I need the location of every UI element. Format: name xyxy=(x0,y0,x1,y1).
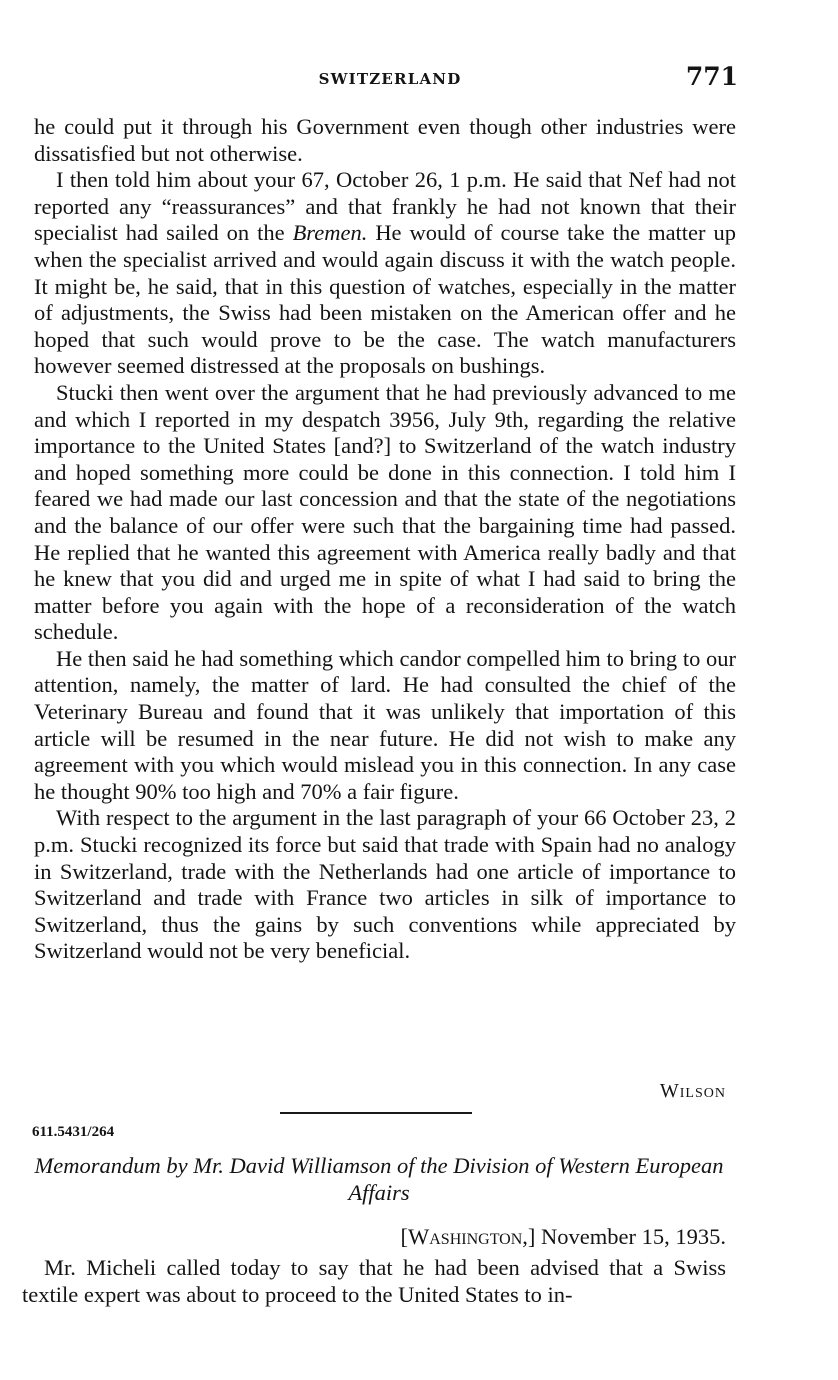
dateline-place: [Washington,] xyxy=(400,1224,536,1249)
memorandum-body xyxy=(22,1254,726,1308)
running-head: SWITZERLAND xyxy=(318,70,462,88)
paragraph-reassurances-text: I then told him about your 67, October 26, 1 p.m. He said that Nef had not reported any “reassurances” and that frankly he had not known that their specialist had sailed on the xyxy=(34,167,736,246)
ship-name: Bremen. xyxy=(292,220,368,246)
paragraph-reassurances-rest: He would of course take the matter up when the specialist arrived and would again discuss it with the watch people. It might be, he said, that in this question of watches, especially in the matter of adjustments, the Swiss had been mistaken on the American offer and he hoped that such would prove to be the case. The watch manufacturers however seemed distressed at the proposals on bushings. xyxy=(34,220,737,379)
memorandum-dateline xyxy=(401,1224,726,1250)
memorandum-paragraph: Mr. Micheli called today to say that he had been advised that a Swiss textile expert was about to proceed to the United States to in- xyxy=(22,1255,726,1307)
memorandum-title: Memorandum by Mr. David Williamson of the Division of Western European Affairs xyxy=(34,1153,724,1205)
paragraph-lard: He then said he had something which candor compelled him to bring to our attention, namely, the matter of lard. He had consulted the chief of the Veterinary Bureau and found that it was unlikely that importation of this article will be resumed in the near future. He did not wish to make any agreement with you which would mislead you in this connection. In any case he thought 90% too high and 70% a fair figure. xyxy=(34,645,736,804)
paragraph-trade: With respect to the argument in the last paragraph of your 66 October 23, 2 p.m. Stucki recognized its force but said that trade with Spain had no analogy in Switzerland, trade with the Netherlands had one article of importance to Switzerland and trade with France two articles in silk of importance to Switzerland, thus the gains by such conventions while appreciated by Switzerland would not be very beneficial. xyxy=(34,805,736,964)
paragraph-watch-industry: Stucki then went over the argument that he had previously advanced to me and which I reported in my despatch 3956, July 9th, regarding the relative importance to the United States [and?] to Switzerland of the watch industry and hoped something more could be done in this connection. I told him I feared we had made our last concession and that the state of the negotiations and the balance of our offer were such that the bargaining time had passed. He replied that he wanted this agreement with America really badly and that he knew that you did and urged me in spite of what I had said to bring the matter before you again with the hope of a reconsideration of the watch schedule. xyxy=(34,379,736,645)
section-divider xyxy=(280,1112,472,1114)
dateline-date: November 15, 1935. xyxy=(541,1224,726,1249)
paragraph-reassurances xyxy=(34,167,736,380)
signature: Wilson xyxy=(659,1080,726,1102)
file-number: 611.5431/264 xyxy=(32,1124,115,1140)
paragraph-continuation: he could put it through his Government even though other industries were dissatisfied but not otherwise. xyxy=(34,114,736,166)
letter-body xyxy=(34,114,736,965)
page-number: 771 xyxy=(685,62,738,91)
